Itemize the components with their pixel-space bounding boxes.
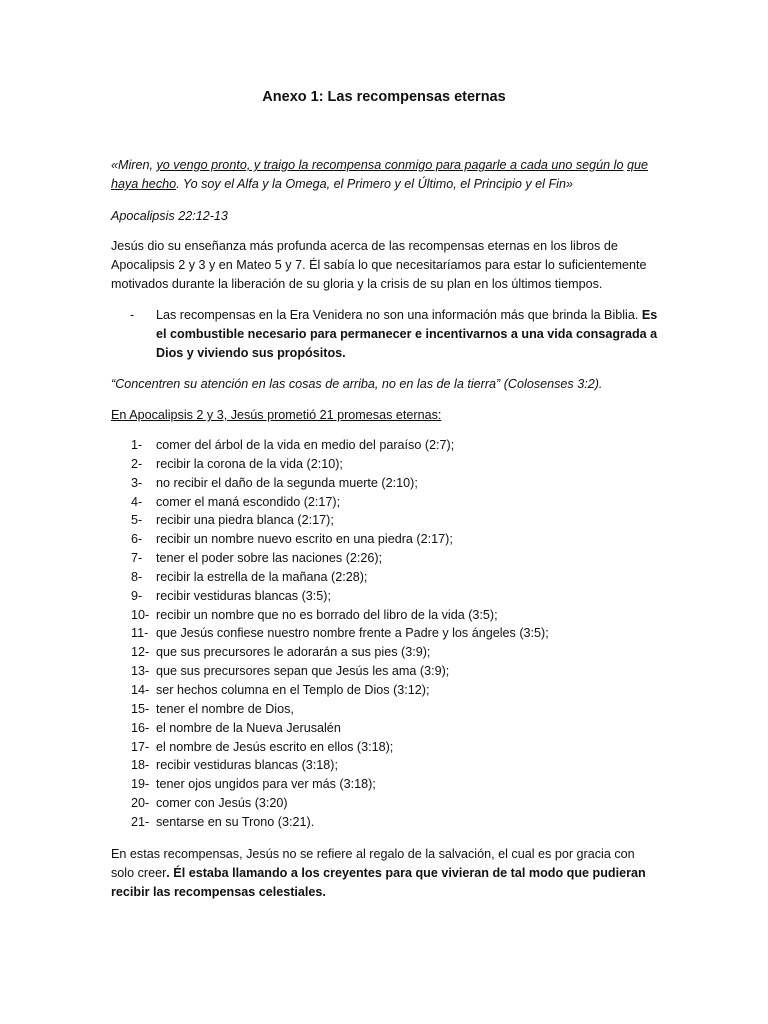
promise-number: 11- — [131, 626, 149, 641]
quote-rest: . Yo soy el Alfa y la Omega, el Primero y el Último, el Principio y el Fin» — [176, 177, 573, 191]
promise-number: 19- — [131, 777, 150, 792]
promise-item — [131, 606, 661, 625]
promise-number: 10- — [131, 607, 150, 622]
promise-item — [131, 775, 661, 794]
quote-underlined-2: que haya hecho — [111, 158, 648, 191]
bullet-marker: - — [130, 308, 135, 322]
bullet-item — [130, 306, 660, 363]
promise-number: 14- — [131, 682, 150, 697]
promise-text: tener ojos ungidos para ver más (3:18); — [156, 777, 376, 792]
promise-number: 4- — [131, 494, 143, 509]
promise-text: el nombre de la Nueva Jerusalén — [156, 720, 341, 735]
promise-number: 12- — [131, 645, 150, 660]
quote-underlined-1: yo vengo pronto, y traigo la recompensa conmigo para pagarle a cada uno según lo — [156, 158, 624, 172]
promise-text: tener el nombre de Dios, — [156, 701, 294, 716]
promise-item — [131, 794, 661, 813]
promise-text: que Jesús confiese nuestro nombre frente a Padre y los ángeles (3:5); — [156, 626, 549, 641]
promise-item — [131, 681, 661, 700]
promise-item — [131, 719, 661, 738]
promise-number: 2- — [131, 456, 143, 471]
promise-item — [131, 587, 661, 606]
paragraph-intro: Jesús dio su enseñanza más profunda acerca de las recompensas eternas en los libros de Apocalipsis 2 y 3 y en Mateo 5 y 7. Él sabía lo que necesitaríamos para estar lo suficientemente motivados durante la liberación de su gloria y la crisis de su plan en los últimos tiempos. — [111, 239, 647, 291]
bullet-text — [156, 306, 660, 363]
promise-text: el nombre de Jesús escrito en ellos (3:18); — [156, 739, 394, 754]
closing-bold-text: . Él estaba llamando a los creyentes para que vivieran de tal modo que pudieran recibir las recompensas celestiales. — [111, 866, 646, 899]
promise-number: 16- — [131, 720, 150, 735]
promises-list — [131, 436, 661, 832]
promise-item — [131, 568, 661, 587]
promise-number: 1- — [131, 438, 143, 452]
promise-item — [131, 662, 661, 681]
promise-text: recibir la corona de la vida (2:10); — [156, 456, 343, 471]
promise-item — [131, 436, 661, 455]
quote-open: «Miren, — [111, 158, 157, 172]
promise-number: 9- — [131, 588, 143, 603]
promise-text: comer con Jesús (3:20) — [156, 796, 288, 811]
promise-item — [131, 700, 661, 719]
document-title: Anexo 1: Las recompensas eternas — [262, 89, 506, 105]
promise-item — [131, 624, 661, 643]
promise-item — [131, 493, 661, 512]
promise-text: recibir un nombre que no es borrado del libro de la vida (3:5); — [156, 607, 498, 622]
promise-number: 15- — [131, 701, 150, 716]
promise-text: sentarse en su Trono (3:21). — [156, 814, 315, 829]
promise-text: recibir vestiduras blancas (3:18); — [156, 758, 338, 773]
promise-number: 3- — [131, 475, 143, 490]
promise-text: ser hechos columna en el Templo de Dios (3:12); — [156, 682, 430, 697]
promise-text: no recibir el daño de la segunda muerte (2:10); — [156, 475, 418, 490]
promise-item — [131, 756, 661, 775]
closing-paragraph — [111, 845, 661, 902]
promise-text: comer el maná escondido (2:17); — [156, 494, 341, 509]
promise-item — [131, 738, 661, 757]
bullet-normal-text: Las recompensas en la Era Venidera no son una información más que brinda la Biblia. — [156, 308, 639, 322]
closing-normal-text: En estas recompensas, Jesús no se refiere al regalo de la salvación, el cual es por gracia con solo creer — [111, 847, 635, 880]
promise-number: 6- — [131, 532, 143, 547]
promise-text: recibir un nombre nuevo escrito en una piedra (2:17); — [156, 532, 453, 547]
promise-item — [131, 455, 661, 474]
opening-quote — [111, 156, 661, 194]
promise-text: recibir vestiduras blancas (3:5); — [156, 588, 331, 603]
promise-item — [131, 474, 661, 493]
promise-number: 8- — [131, 569, 143, 584]
promise-item — [131, 643, 661, 662]
promises-heading: En Apocalipsis 2 y 3, Jesús prometió 21 promesas eternas: — [111, 408, 442, 422]
promise-number: 13- — [131, 664, 150, 679]
promise-number: 18- — [131, 758, 150, 773]
promise-number: 20- — [131, 796, 150, 811]
promise-item — [131, 530, 661, 549]
promise-number: 5- — [131, 513, 143, 528]
bullet-bold-text: Es el combustible necesario para permanecer e incentivarnos a una vida consagrada a Dios y viviendo sus propósitos. — [156, 308, 658, 360]
promise-text: recibir una piedra blanca (2:17); — [156, 513, 334, 528]
promise-number: 7- — [131, 551, 143, 566]
promise-item — [131, 813, 661, 832]
promise-text: tener el poder sobre las naciones (2:26); — [156, 551, 383, 566]
quote-reference: Apocalipsis 22:12-13 — [111, 209, 228, 223]
colossians-quote: “Concentren su atención en las cosas de arriba, no en las de la tierra” (Colosenses 3:2). — [111, 377, 603, 391]
promise-text: que sus precursores sepan que Jesús les ama (3:9); — [156, 664, 450, 679]
promise-number: 17- — [131, 739, 150, 754]
promise-item — [131, 549, 661, 568]
promise-number: 21- — [131, 814, 150, 829]
promise-item — [131, 511, 661, 530]
promise-text: recibir la estrella de la mañana (2:28); — [156, 569, 368, 584]
promise-text: comer del árbol de la vida en medio del paraíso (2:7); — [156, 438, 455, 452]
promise-text: que sus precursores le adorarán a sus pies (3:9); — [156, 645, 431, 660]
